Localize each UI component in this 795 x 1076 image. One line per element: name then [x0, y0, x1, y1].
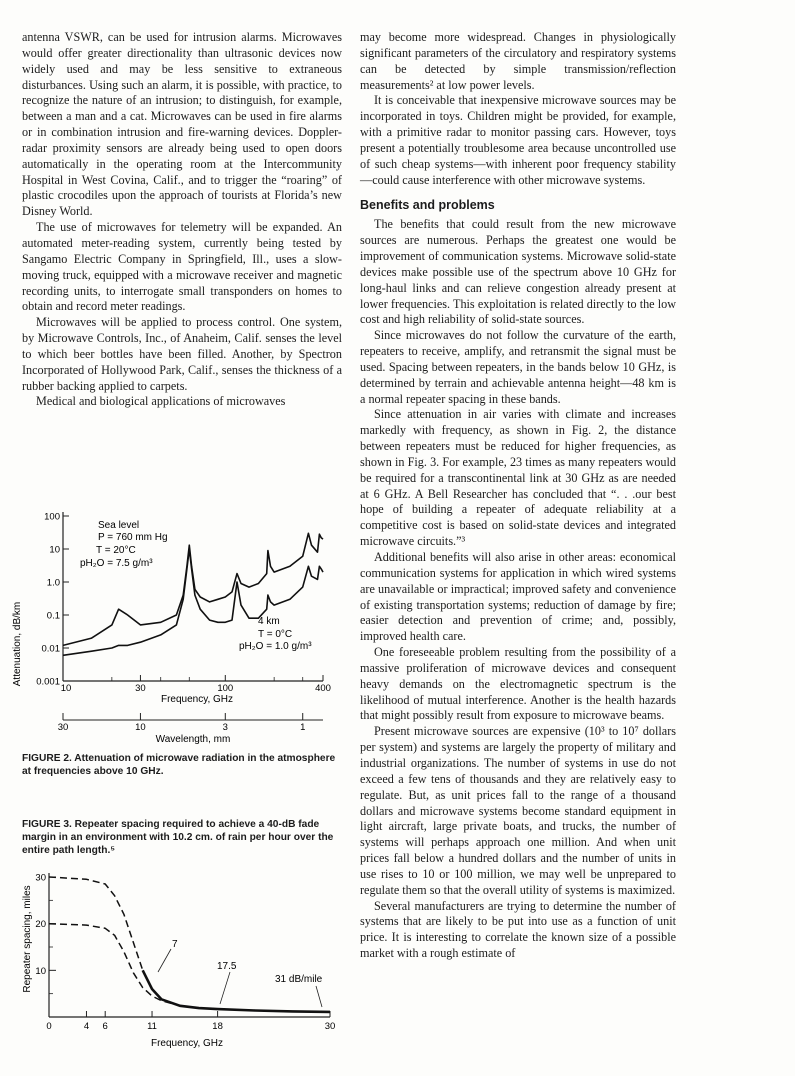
- sea-level-pressure: P = 760 mm Hg: [98, 532, 168, 543]
- figure3-series: [49, 877, 330, 1012]
- figure2-xtick-label: 400: [315, 683, 331, 694]
- four-km-vapor: pH₂O = 1.0 g/m³: [239, 641, 312, 652]
- figure3-caption: FIGURE 3. Repeater spacing required to achieve a 40-dB fade margin in an environment with 10.2 cm. of rain per hour over the entire path length.⁵: [22, 819, 334, 856]
- figure3-ytick-label: 20: [35, 919, 46, 931]
- figure3-axes: [49, 873, 330, 1017]
- left-column: [22, 30, 342, 410]
- figure2-xtick-label: 100: [217, 683, 234, 694]
- figure3-ytick-label: 10: [35, 965, 46, 977]
- figure3-ticks: [35, 873, 335, 1033]
- figure2-chart: [0, 498, 345, 753]
- figure3-xtick-label: 30: [324, 1021, 336, 1032]
- figure2-ylabel: Attenuation, dB/km: [12, 601, 23, 687]
- paragraph: The use of microwaves for telemetry will be expanded. An automated meter-reading system, currently being tested by Sangamo Electric Company in Springfield, Ill., uses a slow-moving truck, equipped with a microwave receiver and magnetic recording units, to interrogate small transponders on homes to obtain and record meter readings.: [22, 220, 342, 314]
- figure2-wavelength-label: 3: [222, 722, 228, 733]
- figure2-wavelength-label: 10: [135, 722, 146, 733]
- paragraph: Medical and biological applications of microwaves: [36, 394, 286, 409]
- figure3-label-31db: 31 dB/mile: [275, 974, 323, 985]
- figure2-ytick-label: 0.1: [46, 610, 60, 622]
- figure3-labels: [22, 885, 323, 1049]
- paragraph: It is conceivable that inexpensive microwave sources may be incorporated in toys. Children might be provided, for example, with a primitive radar to monitor passing cars. However, toys present a potentially troublesome area because uncontrolled use of such cheap systems—with inherent poor frequency stability—could cause interference with other microwave systems.: [360, 93, 676, 187]
- right-column-bottom: [360, 217, 676, 962]
- paragraph: One foreseeable problem resulting from the possibility of a massive proliferation of microwave devices and consequent heavy demands on the electromagnetic spectrum is the likelihood of mutual interference. Another is the health hazards that might possibly result from exposure to microwave beams.: [360, 645, 676, 723]
- figure2-xtick-label: 30: [135, 683, 146, 694]
- paragraph: Since attenuation in air varies with climate and increases markedly with frequency, as shown in Fig. 2, the distance between repeaters must be reduced for higher frequencies, as shown in Fig. 3. For example, 23 times as many repeaters would be required for a transcontinental link at 30 GHz as are needed at 6 GHz. A Bell Researcher has concluded that “. . .our best hope of building a repeater of adequate reliability at a competitive cost is based on solid-state devices and integrated microwave circuits.”³: [360, 407, 676, 549]
- figure2-wavelength-label: 30: [57, 722, 69, 733]
- figure2-xlabel: Frequency, GHz: [160, 694, 234, 705]
- figure3-ytick-label: 30: [35, 872, 46, 884]
- paragraph: Present microwave sources are expensive (10³ to 10⁷ dollars per system) and systems are largely the property of military and industrial organizations. The number of systems in use do not exceed a few tens of thousands and they are relatively easy to regulate. But, as unit prices fall to the range of a thousand dollars and microwave systems become standard equipment in light aircraft, large private boats, and trucks, the number of systems will perhaps approach one million. And when unit prices fall below a hundred dollars and the number of units in use rises to 10 or 100 million, we may well be unprepared to regulate them so that the overall utility of systems is maximized.: [360, 724, 676, 897]
- figure2-ytick-label: 10: [49, 544, 60, 556]
- figure2-ytick-label: 100: [44, 511, 60, 523]
- paragraph: Microwaves will be applied to process control. One system, by Microwave Controls, Inc., of Anaheim, Calif. senses the level to which beer bottles have been filled. Another, by Spectron Incorporated of Hollywood Park, Calif., senses the thickness of a rubber backing applied to carpets.: [22, 315, 342, 393]
- paragraph: antenna VSWR, can be used for intrusion alarms. Microwaves would offer greater directionality than ultrasonic devices now widely used and may be less sensitive to extraneous disturbances. Using such an alarm, it is possible, with practice, to recognize the nature of an intrusion; to distinguish, for example, between a man and a cat. Microwaves can be used in fire alarms or in combination intrusion and fire-warning devices. Doppler-radar proximity sensors are already being used to open doors automatically in the operating room at the Intercommunity Hospital in West Covina, Calif., and to trigger the “roaring” of plastic crocodiles upon the approach of tourists at Florida’s new Disney World.: [22, 30, 342, 219]
- figure3-leader-7: [158, 949, 171, 972]
- right-column-top: [360, 30, 676, 188]
- right-column: [360, 30, 676, 962]
- figure3-leader-31db: [316, 986, 322, 1007]
- paragraph: The benefits that could result from the new microwave sources are numerous. Perhaps the greatest one would be improvement of communication systems. Microwave solid-state devices make possible use of the spectrum above 10 GHz for long-haul links and can relieve congestion already present at lower frequencies. This exploitation is related directly to the low cost and high reliability of solid-state sources.: [360, 217, 676, 327]
- paragraph: Several manufacturers are trying to determine the number of systems that are likely to be put into use as a function of unit price. It is interesting to correlate the known size of a possible market with a rough estimate of: [360, 898, 676, 961]
- figure2-ytick-label: 0.01: [41, 643, 60, 655]
- figure3-dashed-series-2: [49, 924, 330, 1012]
- figure3-xlabel: Frequency, GHz: [150, 1038, 224, 1049]
- figure2-ytick-label: 1.0: [46, 577, 60, 589]
- figure2-caption: FIGURE 2. Attenuation of microwave radiation in the atmosphere at frequencies above 10 GHz.: [22, 753, 336, 777]
- sea-level-temperature: T = 20°C: [96, 545, 136, 556]
- figure3-xtick-label: 0: [46, 1021, 52, 1032]
- paragraph: Since microwaves do not follow the curvature of the earth, repeaters to receive, amplify, and retransmit the signal must be used. Spacing between repeaters, in the bands below 10 GHz, is determined by terrain and achievable antenna height—48 km is a normal repeater spacing in these bands.: [360, 328, 676, 406]
- four-km-temperature: T = 0°C: [258, 629, 293, 640]
- sea-level-vapor: pH₂O = 7.5 g/m³: [80, 558, 153, 569]
- figure3-leader-17-5: [220, 972, 230, 1004]
- figure3-label-7: 7: [172, 939, 178, 950]
- figure3-ylabel: Repeater spacing, miles: [22, 885, 33, 993]
- sea-level-label: Sea level: [98, 520, 140, 531]
- figure3-xtick-label: 6: [102, 1021, 108, 1032]
- figure2-axes: [60, 512, 323, 720]
- figure2-xtick-label: 10: [60, 683, 72, 694]
- figure3-chart: [0, 862, 345, 1057]
- figure3-xtick-label: 11: [147, 1021, 157, 1032]
- figure2-wavelength-label: 1: [300, 722, 306, 733]
- figure3-xtick-label: 4: [83, 1021, 90, 1032]
- figure3-label-17-5: 17.5: [217, 961, 237, 972]
- paragraph: Additional benefits will also arise in other areas: economical communication systems for application in which wired systems are unavailable or impractical; improved safety and convenience of existing transportation systems; reduction of damage by fire; easier detection and prevention of crime; and, possibly, improved health care.: [360, 550, 676, 644]
- figure3-dashed-series-1: [49, 877, 330, 1012]
- four-km-label: 4 km: [258, 616, 280, 627]
- figure3-xtick-label: 18: [212, 1021, 223, 1032]
- paragraph: may become more widespread. Changes in physiologically significant parameters of the circulatory and respiratory systems can be detected by simple transmission/reflection measurements² at low power levels.: [360, 30, 676, 92]
- section-heading: Benefits and problems: [360, 198, 495, 213]
- figure2-ytick-label: 0.001: [36, 676, 60, 688]
- figure2-secondary-xlabel: Wavelength, mm: [155, 734, 231, 745]
